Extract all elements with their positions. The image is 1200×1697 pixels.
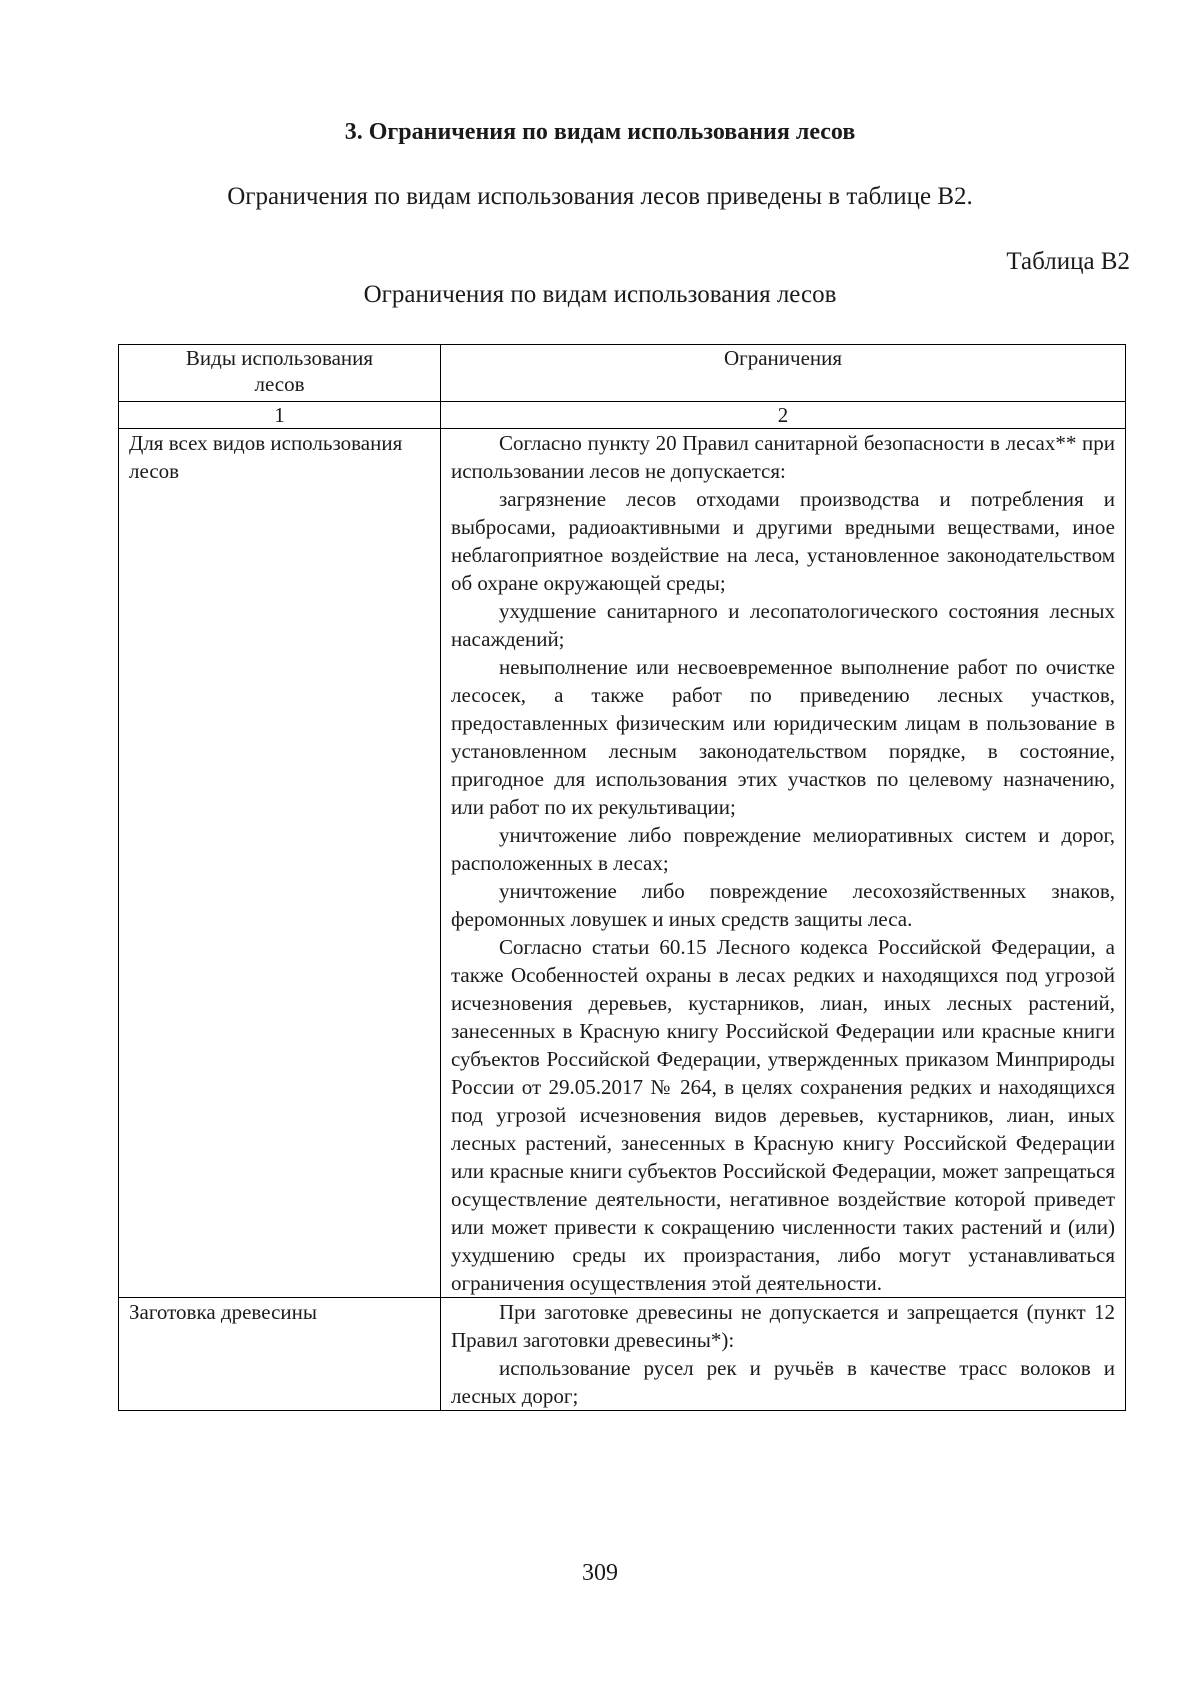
restriction-paragraph: Согласно пункту 20 Правил санитарной безопасности в лесах** при использовании лесов не допускается: xyxy=(451,431,1115,483)
usage-type-cell: Заготовка древесины xyxy=(119,1298,441,1411)
table-row xyxy=(119,1298,1126,1411)
header-cell-usage-types: Виды использования лесов xyxy=(119,345,441,402)
page-number: 309 xyxy=(582,1560,618,1586)
column-number-row xyxy=(119,402,1126,429)
restriction-paragraph: ухудшение санитарного и лесопатологического состояния лесных насаждений; xyxy=(451,599,1115,651)
header-cell-restrictions: Ограничения xyxy=(441,345,1126,402)
table-caption: Ограничения по видам использования лесов xyxy=(363,281,837,308)
restriction-paragraph: невыполнение или несвоевременное выполнение работ по очистке лесосек, а также работ по приведению лесных участков, предоставленных физическим или юридическим лицам в пользование в установленном лесным законодательством порядке, в состояние, пригодное для использования этих участков по целевому назначению, или работ по их рекультивации; xyxy=(451,655,1115,819)
restriction-paragraph: использование русел рек и ручьёв в качестве трасс волоков и лесных дорог; xyxy=(451,1356,1115,1408)
intro-paragraph: Ограничения по видам использования лесов приведены в таблице В2. xyxy=(227,183,973,210)
restrictions-cell xyxy=(441,429,1126,1298)
restriction-paragraph: уничтожение либо повреждение лесохозяйственных знаков, феромонных ловушек и иных средств защиты леса. xyxy=(451,879,1115,931)
usage-type-cell: Для всех видов использования лесов xyxy=(119,429,441,1298)
column-number-2: 2 xyxy=(441,402,1126,429)
table-header-row xyxy=(119,345,1126,402)
restriction-paragraph: Согласно статьи 60.15 Лесного кодекса Российской Федерации, а также Особенностей охраны в лесах редких и находящихся под угрозой исчезновения деревьев, кустарников, лиан, иных лесных растений, занесенных в Красную книгу Российской Федерации или красные книги субъектов Российской Федерации, утвержденных приказом Минприроды России от 29.05.2017 № 264, в целях сохранения редких и находящихся под угрозой исчезновения видов деревьев, кустарников, лиан, иных лесных растений, занесенных в Красную книгу Российской Федерации или красные книги субъектов Российской Федерации, может запрещаться осуществление деятельности, негативное воздействие которой приведет или может привести к сокращению численности таких растений и (или) ухудшению среды их произрастания, либо могут устанавливаться ограничения осуществления этой деятельности. xyxy=(451,935,1115,1295)
column-number-1: 1 xyxy=(119,402,441,429)
restriction-paragraph: уничтожение либо повреждение мелиоративных систем и дорог, расположенных в лесах; xyxy=(451,823,1115,875)
restriction-paragraph: загрязнение лесов отходами производства и потребления и выбросами, радиоактивными и другими вредными веществами, иное неблагоприятное воздействие на леса, установленное законодательством об охране окружающей среды; xyxy=(451,487,1115,595)
table-row xyxy=(119,429,1126,1298)
table-label: Таблица В2 xyxy=(1006,248,1130,275)
restrictions-cell xyxy=(441,1298,1126,1411)
restrictions-table xyxy=(118,344,1126,1411)
restriction-paragraph: При заготовке древесины не допускается и запрещается (пункт 12 Правил заготовки древесины*): xyxy=(451,1300,1115,1352)
section-heading: 3. Ограничения по видам использования лесов xyxy=(344,119,856,145)
